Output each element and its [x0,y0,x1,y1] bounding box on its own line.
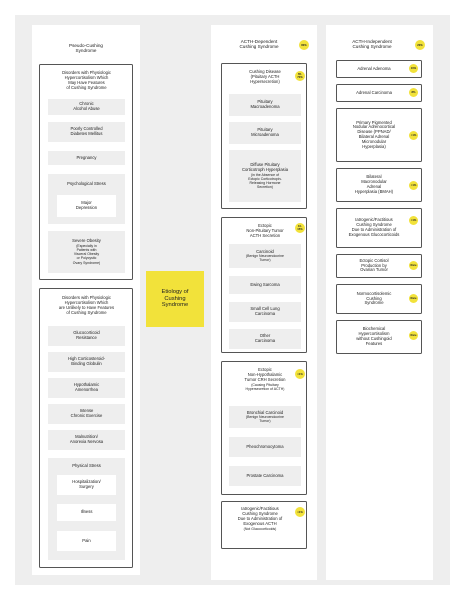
list-item: Ectopic Cortisol Production by Ovarian Tumor [336,254,422,278]
list-item: Pregnancy [48,151,125,165]
list-item: Pituitary Microadenoma [229,122,301,144]
list-item: Carcinoid (Benign Neuroendocrine Tumor) [229,244,301,268]
list-item: Hospitalization/ Surgery [57,475,116,495]
acth-dependent-badge: 80% [299,40,309,50]
diagram-canvas [15,15,450,585]
prevalence-badge: <1% [409,131,418,140]
list-item: Adrenal Adenoma [336,60,422,78]
physiologic-no-features-title: Disorders with Physiologic Hypercortisolism Which are Unlikely to Have Features of Cushing Syndrome [58,295,115,315]
list-item: High Corticosteroid- Binding Globulin [48,352,125,372]
acth-dependent-title: ACTH-Dependent Cushing Syndrome [239,39,279,50]
prevalence-badge: Rare [409,331,418,340]
iatrogenic-acth-badge: <1% [295,507,305,517]
ectopic-crh-group [221,361,307,495]
list-item: Primary Pigmented Nodular Adrenocortical Disease (PPNAD/ Bilateral Adrenal Micronodular Hyperplasia) [336,108,422,162]
list-item: Intense Chronic Exercise [48,404,125,424]
list-item: Hypothalamic Amenorrhea [48,378,125,398]
list-item: Ewing Sarcoma [229,276,301,294]
prevalence-badge: <1% [409,216,418,225]
physiologic-no-features-group [39,288,133,568]
list-item: Diffuse Pituitary Corticotroph Hyperplasia (in the Absence of Ectopic Corticotropin- Releasing Hormone Secretion) [229,150,301,202]
iatrogenic-acth-group [221,501,307,549]
list-item: Malnutrition/ Anorexia Nervosa [48,430,125,450]
ectopic-crh-badge: <1% [295,369,305,379]
list-item: Poorly Controlled Diabetes Mellitus [48,122,125,142]
list-item: Chronic Alcohol Abuse [48,99,125,115]
psychological-stress-group: Psychological Stress [48,174,125,224]
acth-independent-title: ACTH-Independent Cushing Syndrome [352,39,392,50]
list-item: Major Depression [57,195,116,217]
iatrogenic-acth-title: Iatrogenic/Factitious Cushing Syndrome Due to Administration of Exogenous ACTH (Not Glucocorticoids) [237,506,283,531]
prevalence-badge: Rare [409,294,418,303]
ectopic-acth-title: Ectopic Non-Pituitary Tumor ACTH Secretion [246,223,284,238]
cushing-disease-group [221,63,307,209]
list-item: Other Carcinoma [229,329,301,349]
etiology-center-box [146,271,204,327]
cushing-disease-badge: 65- 70% [295,71,305,81]
ectopic-acth-group [221,217,307,353]
list-item: Bilateral Macronodular Adrenal Hyperplasia (BMAH) [336,168,422,202]
list-item: Adrenal Carcinoma [336,84,422,102]
physiologic-features-group [39,64,133,280]
list-item: Bronchial Carcinoid (Benign Neuroendocrine Tumor) [229,406,301,428]
list-item: Pheochromocytoma [229,437,301,457]
list-item: Severe Obesity (Especially in Patients with Visceral Obesity or Polycystic Ovary Syndrome) [48,231,125,273]
list-item: Illness [57,504,116,521]
prevalence-badge: Rare [409,261,418,270]
prevalence-badge: 10% [409,64,418,73]
physical-stress-group: Physical Stress [48,458,125,560]
pseudo-cushing-column [32,25,140,575]
list-item: Pituitary Macroadenoma [229,94,301,116]
list-item: Pain [57,531,116,551]
list-item: Small Cell Lung Carcinoma [229,302,301,322]
acth-independent-badge: 20% [415,40,425,50]
list-item: Biochemical Hypercortisolism without Cushingoid Features [336,320,422,354]
etiology-center-label: Etiology of Cushing Syndrome [161,289,189,309]
prevalence-badge: <1% [409,181,418,190]
list-item: Iatrogenic/Factitious Cushing Syndrome Due to Administration of Exogenous Glucocorticoids [336,208,422,248]
list-item: Prostate Carcinoma [229,466,301,486]
acth-independent-column [326,25,433,580]
prevalence-badge: 8% [409,88,418,97]
acth-dependent-column [211,25,317,580]
ectopic-acth-badge: 10- 15% [295,223,305,233]
physiologic-features-title: Disorders with Physiologic Hypercortisolism Which May Have Features of Cushing Syndrome [62,70,111,90]
list-item: Normocortisolemic Cushing Syndrome [336,284,422,314]
list-item: Glucocorticoid Resistance [48,326,125,346]
ectopic-crh-title: Ectopic Non-Hypothalamic Tumor CRH Secretion (Causing Pituitary Hypersecretion of ACTH) [244,367,286,391]
pseudo-cushing-title: Pseudo-Cushing Syndrome [69,43,103,54]
cushing-disease-title: Cushing Disease (Pituitary ACTH Hypersecretion) [249,69,281,84]
